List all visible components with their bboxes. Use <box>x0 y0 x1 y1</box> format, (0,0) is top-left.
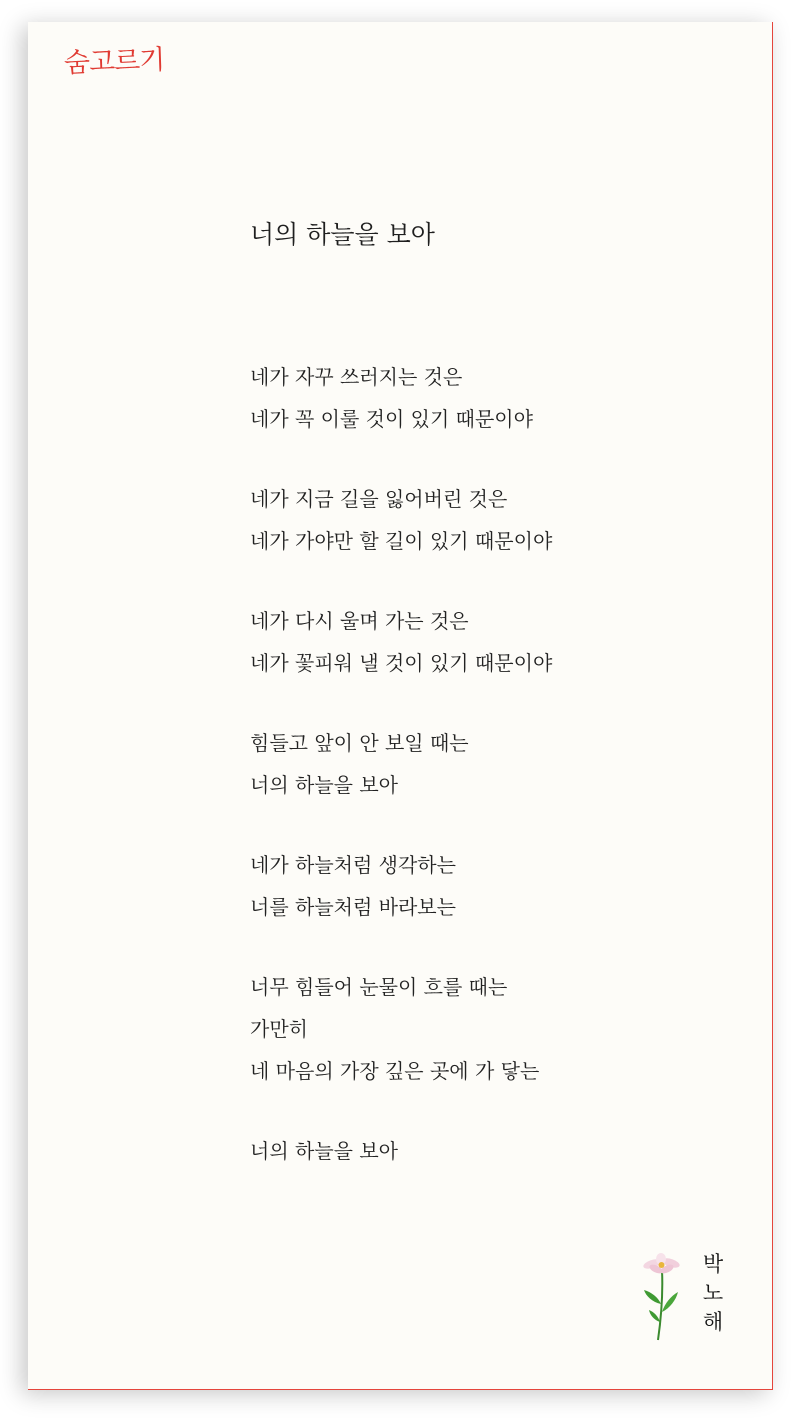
poem-stanza <box>250 844 730 928</box>
poem-stanza <box>250 1130 730 1172</box>
poem-line: 힘들고 앞이 안 보일 때는 <box>250 731 469 755</box>
cosmos-flower-icon <box>636 1252 686 1344</box>
poem-card <box>28 22 773 1390</box>
author-char: 해 <box>702 1310 724 1334</box>
poem-line: 네가 하늘처럼 생각하는 <box>250 853 456 877</box>
poem-body <box>250 356 730 1210</box>
poem-stanza <box>250 966 730 1092</box>
poem-line: 네 마음의 가장 깊은 곳에 가 닿는 <box>250 1059 540 1083</box>
poem-line: 네가 다시 울며 가는 것은 <box>250 609 469 633</box>
signature <box>636 1252 746 1352</box>
poem-line: 너를 하늘처럼 바라보는 <box>250 895 456 919</box>
poem-stanza <box>250 478 730 562</box>
poem-line: 네가 자꾸 쓰러지는 것은 <box>250 365 463 389</box>
author-char: 노 <box>702 1281 724 1305</box>
poem-line: 네가 지금 길을 잃어버린 것은 <box>250 487 508 511</box>
author-char: 박 <box>702 1252 724 1276</box>
brand-logo[interactable]: 숨고르기 <box>63 44 165 79</box>
poem-line: 너의 하늘을 보아 <box>250 1139 398 1163</box>
poem-stanza <box>250 600 730 684</box>
poem-line: 네가 꽃피워 낼 것이 있기 때문이야 <box>250 651 553 675</box>
poem-line: 네가 가야만 할 길이 있기 때문이야 <box>250 529 553 553</box>
poem-stanza <box>250 722 730 806</box>
poem-line: 너무 힘들어 눈물이 흐를 때는 <box>250 975 508 999</box>
poem-line: 너의 하늘을 보아 <box>250 773 398 797</box>
poem-stanza <box>250 356 730 440</box>
author-name <box>698 1254 728 1341</box>
poem-line: 가만히 <box>250 1017 308 1041</box>
poem-title: 너의 하늘을 보아 <box>250 220 435 249</box>
poem-line: 네가 꼭 이룰 것이 있기 때문이야 <box>250 407 533 431</box>
